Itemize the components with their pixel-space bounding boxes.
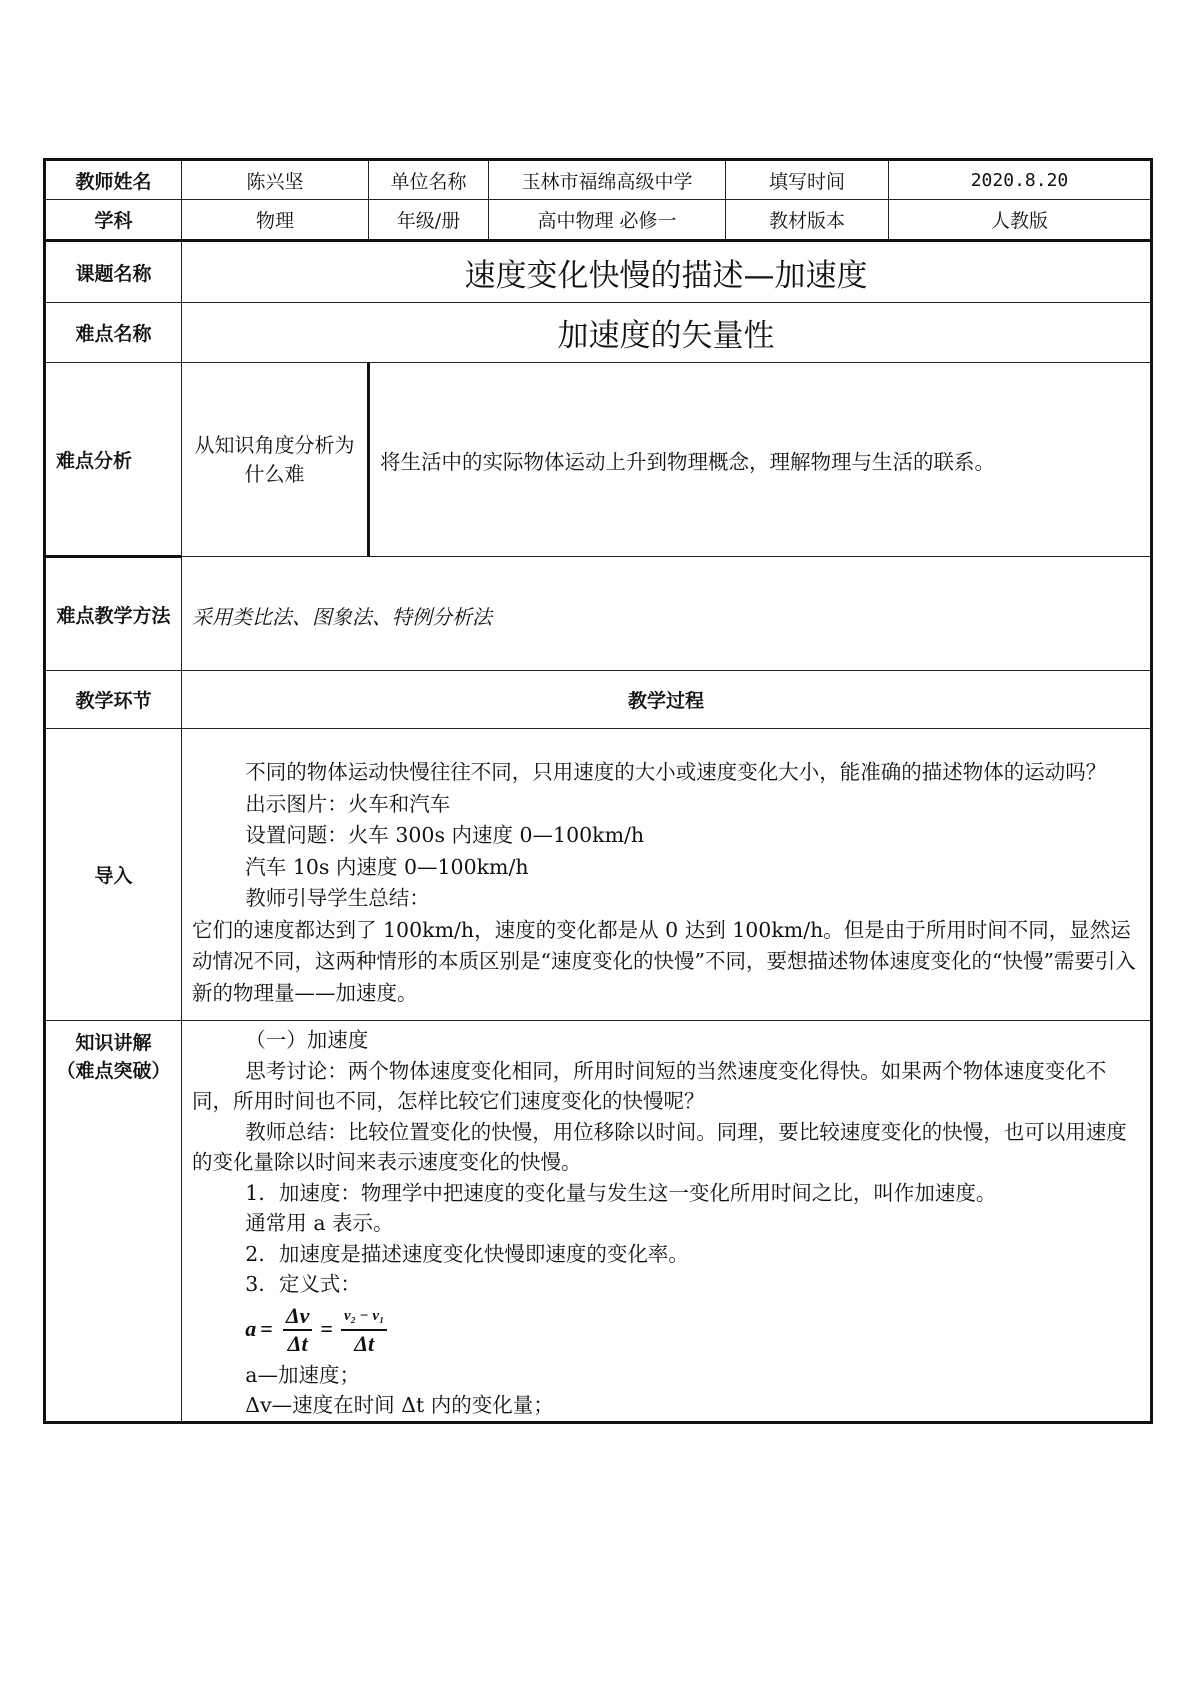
knowledge-label-line-1: 知识讲解: [75, 1032, 152, 1054]
formula-num-1: Δv: [283, 1303, 313, 1331]
teacher-name-value: 陈兴坚: [182, 160, 369, 200]
acceleration-formula: [192, 1300, 1140, 1360]
edition-value: 人教版: [889, 200, 1152, 241]
grade-label: 年级/册: [369, 200, 489, 241]
formula-eq-2: =: [320, 1316, 333, 1342]
formula-num-2: v₂ − v₁: [341, 1303, 387, 1331]
intro-line-6: 它们的速度都达到了 100km/h，速度的变化都是从 0 达到 100km/h。但是由于所用时间不同，显然运动情况不同，这两种情形的本质区别是“速度变化的快慢”不同，要想描述物体速度变化的“快慢”需要引入新的物理量——加速度。: [192, 917, 1136, 1005]
topic-title: 速度变化快慢的描述—加速度: [182, 241, 1152, 303]
teacher-name-label: 教师姓名: [45, 160, 182, 200]
formula-fraction-2: [341, 1303, 387, 1357]
intro-line-3: 设置问题：火车 300s 内速度 0—100km/h: [245, 823, 645, 847]
knowledge-line-4: 1．加速度：物理学中把速度的变化量与发生这一变化所用时间之比，叫作加速度。: [245, 1180, 997, 1205]
subject-value: 物理: [182, 200, 369, 241]
knowledge-content: [182, 1021, 1152, 1423]
knowledge-line-6: 2．加速度是描述速度变化快慢即速度的变化率。: [245, 1241, 689, 1266]
formula-den-1: Δt: [287, 1330, 308, 1356]
edition-label: 教材版本: [726, 200, 889, 241]
knowledge-line-5: 通常用 a 表示。: [245, 1211, 394, 1235]
lesson-plan-table: [43, 158, 1153, 1424]
formula-expression: [245, 1303, 393, 1357]
method-label: 难点教学方法: [45, 557, 182, 671]
knowledge-line-8: a—加速度；: [245, 1362, 361, 1387]
intro-line-5: 教师引导学生总结：: [245, 886, 430, 910]
topic-label: 课题名称: [45, 241, 182, 303]
process-stage-label: 教学环节: [45, 671, 182, 729]
lesson-plan-page: [43, 158, 1150, 1424]
analysis-label: 难点分析: [45, 363, 182, 557]
knowledge-line-3: 教师总结：比较位置变化的快慢，用位移除以时间。同理，要比较速度变化的快慢，也可以用速度的变化量除以时间来表示速度变化的快慢。: [192, 1119, 1127, 1174]
process-header-value: 教学过程: [182, 671, 1152, 729]
difficulty-label: 难点名称: [45, 303, 182, 363]
knowledge-line-9: Δv—速度在时间 Δt 内的变化量；: [245, 1393, 554, 1417]
method-text: 采用类比法、图象法、特例分析法: [182, 557, 1152, 671]
intro-content: [182, 729, 1152, 1021]
knowledge-line-1: （一）加速度: [245, 1028, 369, 1052]
knowledge-line-2: 思考讨论：两个物体速度变化相同，所用时间短的当然速度变化得快。如果两个物体速度变化不同，所用时间也不同，怎样比较它们速度变化的快慢呢？: [192, 1058, 1107, 1113]
analysis-text: 将生活中的实际物体运动上升到物理概念，理解物理与生活的联系。: [369, 363, 1152, 557]
intro-line-1: 不同的物体运动快慢往往不同，只用速度的大小或速度变化大小，能准确的描述物体的运动吗？: [245, 760, 1107, 784]
formula-eq-1: =: [260, 1316, 273, 1342]
formula-fraction-1: [283, 1303, 313, 1357]
knowledge-label-line-2: （难点突破）: [56, 1060, 171, 1082]
formula-lhs: a: [245, 1316, 257, 1342]
knowledge-line-7: 3．定义式：: [245, 1272, 361, 1296]
intro-line-2: 出示图片：火车和汽车: [245, 791, 451, 816]
formula-den-2: Δt: [354, 1330, 375, 1356]
difficulty-title: 加速度的矢量性: [182, 303, 1152, 363]
knowledge-label: [45, 1021, 182, 1423]
fill-date-value: 2020.8.20: [889, 160, 1152, 200]
grade-value: 高中物理 必修一: [489, 200, 726, 241]
unit-name-label: 单位名称: [369, 160, 489, 200]
subject-label: 学科: [45, 200, 182, 241]
unit-name-value: 玉林市福绵高级中学: [489, 160, 726, 200]
analysis-sub-label: 从知识角度分析为什么难: [182, 363, 369, 557]
fill-date-label: 填写时间: [726, 160, 889, 200]
intro-line-4: 汽车 10s 内速度 0—100km/h: [245, 854, 529, 879]
intro-label: 导入: [45, 729, 182, 1021]
